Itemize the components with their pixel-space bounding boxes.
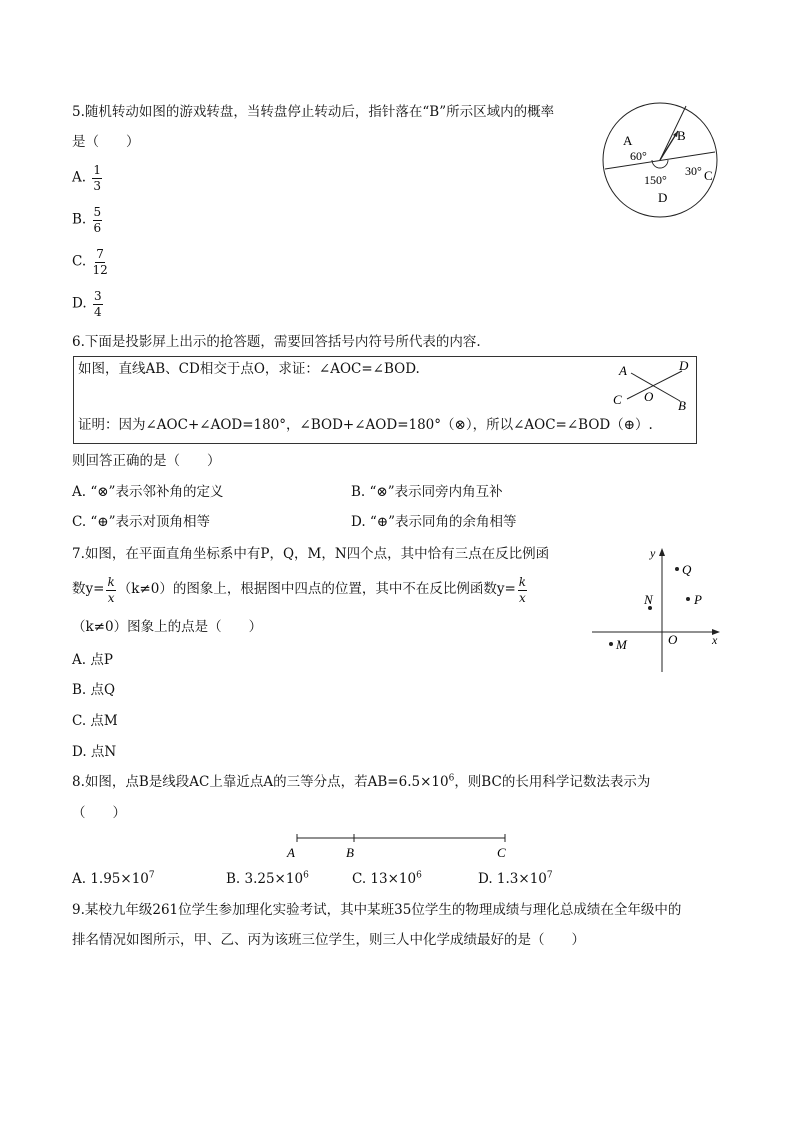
q5-option-c: C. $\frac{7}{12}$ [72,247,108,277]
q6-option-a: A. “⊗”表示邻补角的定义 [72,484,224,500]
spinner-figure [600,100,720,220]
lines-label-b: B [678,398,686,413]
q7-option-c: C. 点M [72,713,118,729]
q7-option-b: B. 点Q [72,682,116,698]
lines-label-o: O [644,389,654,404]
lines-label-c: C [613,392,622,407]
axis-label-x: x [712,633,718,647]
q5-line2: 是（ ） [72,134,140,150]
lines-label-a: A [619,363,627,378]
q6-box-line2: 证明：因为∠AOC+∠AOD=180°，∠BOD+∠AOD=180°（⊗），所以∠AOC=∠BOD（⊕）. [78,417,653,433]
spinner-angle-c: 30° [685,164,702,178]
q6-intro: 6.下面是投影屏上出示的抢答题，需要回答括号内符号所代表的内容. [72,334,481,350]
q7-line1: 7.如图，在平面直角坐标系中有P，Q，M，N四个点，其中恰有三点在反比例函 [72,546,550,562]
spinner-angle-a: 60° [630,149,647,163]
spinner-label-c: C [704,168,713,183]
spinner-label-b: B [677,128,686,143]
q8-option-b: B. $3.25\times 10^6$ [226,870,309,887]
segment-figure [285,832,515,862]
q8-option-d: D. $1.3\times 10^7$ [478,870,553,887]
lines-label-d: D [679,358,689,373]
spinner-label-d: D [658,190,668,205]
spinner-angle-d: 150° [644,173,667,187]
q5-option-a: A. $\frac{1}{3}$ [72,163,101,193]
q8-line1: 8.如图，点B是线段AC上靠近点A的三等分点，若$AB=6.5\times 10^6$，则BC的长用科学记数法表示为 [72,773,651,790]
point-label-p: P [694,592,702,607]
q7-line2: 数y= $\frac{k}{x}$ （k≠0）的图象上，根据图中四点的位置，其中不在反比例函数y= $\frac{k}{x}$ [72,575,527,605]
point-label-q: Q [682,562,692,577]
q7-line3: （k≠0）图象上的点是（ ） [72,619,263,635]
q6-box-line1: 如图，直线AB、CD相交于点O，求证：∠AOC=∠BOD. [78,361,420,377]
q6-prompt: 则回答正确的是（ ） [72,453,221,469]
point-m [609,642,613,646]
origin-label: O [668,632,678,647]
q9-line1: 9.某校九年级261位学生参加理化实验考试，其中某班35位学生的物理成绩与理化总成绩在全年级中的 [72,902,682,918]
q7-option-a: A. 点P [72,652,113,668]
q8-option-c: C. $13\times 10^6$ [352,870,422,887]
segment-label-a: A [287,845,295,860]
axis-label-y: y [650,546,656,560]
intersecting-lines-figure [610,358,695,414]
segment-label-c: C [497,845,506,860]
spinner-label-a: A [623,133,633,148]
q5-option-b: B. $\frac{5}{6}$ [72,205,102,235]
q8-option-a: A. $1.95\times 10^7$ [72,870,155,887]
q6-option-b: B. “⊗”表示同旁内角互补 [351,484,503,500]
q5-line1: 5.随机转动如图的游戏转盘，当转盘停止转动后，指针落在“B”所示区域内的概率 [72,104,555,120]
point-label-m: M [616,637,627,652]
point-q [675,567,679,571]
point-label-n: N [644,592,653,607]
q6-option-c: C. “⊕”表示对顶角相等 [72,514,211,530]
q7-option-d: D. 点N [72,744,117,760]
segment-label-b: B [346,845,354,860]
q5-option-d: D. $\frac{3}{4}$ [72,289,102,319]
coordinate-plane-figure [590,545,725,675]
q8-line2: （ ） [72,805,126,821]
point-p [686,597,690,601]
q9-line2: 排名情况如图所示，甲、乙、丙为该班三位学生，则三人中化学成绩最好的是（ ） [72,932,585,948]
q6-option-d: D. “⊕”表示同角的余角相等 [351,514,517,530]
